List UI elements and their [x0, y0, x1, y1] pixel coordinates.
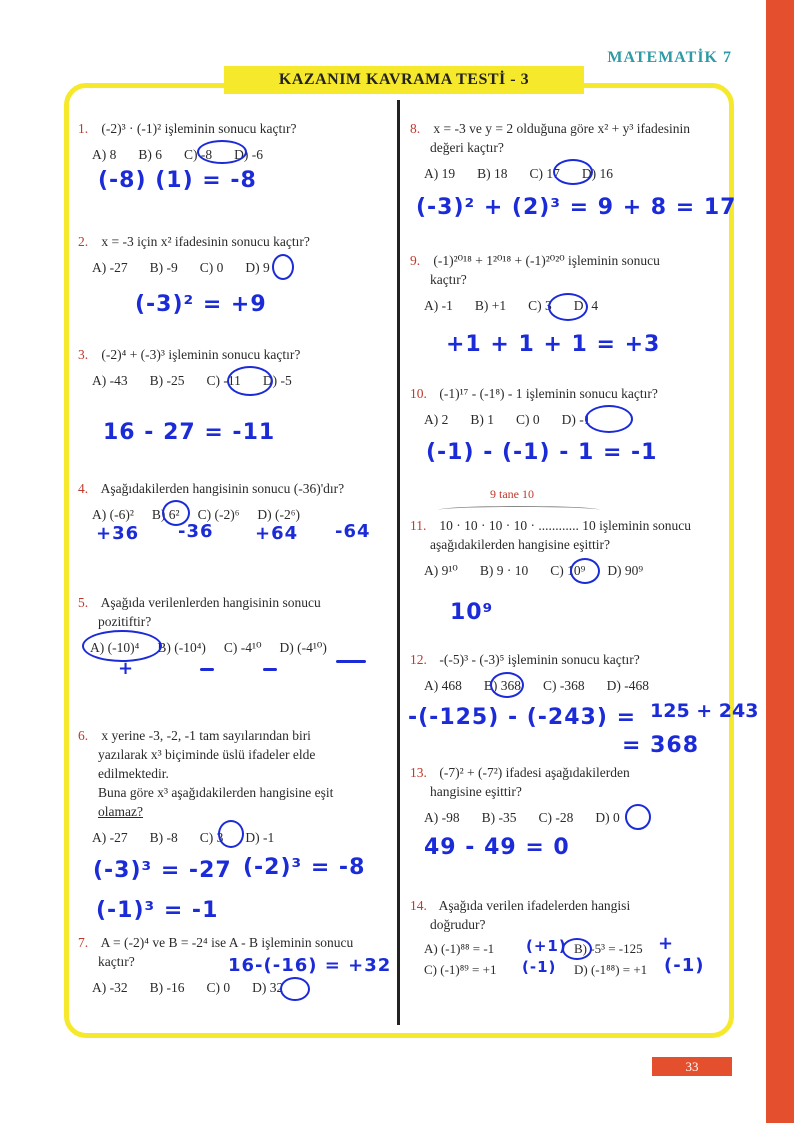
- question-text: x yerine -3, -2, -1 tam sayılarından biri: [101, 728, 311, 743]
- question-text: x = -3 için x² ifadesinin sonucu kaçtır?: [101, 234, 310, 249]
- option-c[interactable]: C) 0: [206, 980, 231, 995]
- option-b[interactable]: B) 6: [138, 147, 162, 162]
- question-text: A = (-2)⁴ ve B = -2⁴ ise A - B işleminin sonucu: [100, 935, 354, 950]
- question-text: -(-5)³ - (-3)⁵ işleminin sonucu kaçtır?: [439, 652, 640, 667]
- question-12: [410, 650, 649, 695]
- option-c[interactable]: C) 3: [528, 298, 552, 313]
- test-title: KAZANIM KAVRAMA TESTİ - 3: [224, 66, 584, 94]
- option-c[interactable]: C) -28: [538, 810, 574, 825]
- question-text-line-2: aşağıdakilerden hangisine eşittir?: [430, 537, 610, 552]
- question-text-line-3: edilmektedir.: [98, 766, 169, 781]
- option-b[interactable]: B) (-10⁴): [157, 640, 206, 655]
- question-text-line-4: Buna göre x³ aşağıdakilerden hangisine eşit: [98, 785, 334, 800]
- option-c[interactable]: C) 10⁹: [550, 563, 586, 578]
- answer-circle-q1: [197, 140, 247, 164]
- option-b[interactable]: B) 6²: [151, 507, 180, 522]
- question-number: 9.: [410, 253, 421, 268]
- question-13: [410, 763, 630, 827]
- option-d[interactable]: D) (-2⁶): [257, 507, 300, 522]
- question-text: Aşağıdakilerden hangisinin sonucu (-36)'dır?: [100, 481, 345, 496]
- option-d[interactable]: D) 16: [581, 166, 613, 181]
- handwritten-q6-c: (-1)³ = -1: [96, 898, 219, 923]
- question-number: 10.: [410, 386, 427, 401]
- question-number: 4.: [78, 481, 89, 496]
- question-number: 6.: [78, 728, 89, 743]
- handwritten-q13: 49 - 49 = 0: [424, 835, 570, 860]
- option-b[interactable]: B) -16: [149, 980, 185, 995]
- question-text-line-2: kaçtır?: [430, 272, 467, 287]
- answer-circle-q14: [562, 938, 592, 960]
- option-d[interactable]: D) -1: [561, 412, 591, 427]
- option-d[interactable]: D) -468: [606, 678, 649, 693]
- question-text: x = -3 ve y = 2 olduğuna göre x² + y³ ifadesinin: [433, 121, 691, 136]
- handwritten-q9: +1 + 1 + 1 = +3: [446, 332, 661, 357]
- handwritten-q7: 16-(-16) = +32: [228, 955, 392, 976]
- handwritten-q12-c: = 368: [622, 733, 700, 758]
- option-a[interactable]: A) (-6)²: [92, 507, 134, 522]
- option-d[interactable]: D) 90⁹: [607, 563, 644, 578]
- question-text: (-1)¹⁷ - (-1⁸) - 1 işleminin sonucu kaçtır?: [439, 386, 658, 401]
- option-c[interactable]: C) (-2)⁶: [197, 507, 240, 522]
- answer-circle-q6: [218, 820, 244, 848]
- brace-label: 9 tane 10: [490, 487, 534, 501]
- column-divider: [397, 100, 400, 1025]
- question-text-line-5: olamaz?: [98, 804, 143, 819]
- option-b[interactable]: B) -25: [149, 373, 185, 388]
- option-a[interactable]: A) 468: [424, 678, 462, 693]
- option-d[interactable]: D) 32: [252, 980, 284, 995]
- handwritten-q2: (-3)² = +9: [135, 292, 267, 317]
- option-d[interactable]: D) -1: [245, 830, 275, 845]
- question-number: 7.: [78, 935, 89, 950]
- option-a[interactable]: A) 19: [424, 166, 456, 181]
- question-number: 3.: [78, 347, 89, 362]
- question-text: (-2)³ · (-1)² işleminin sonucu kaçtır?: [101, 121, 297, 136]
- handwritten-q14-a: (+1): [526, 937, 567, 955]
- question-number: 5.: [78, 595, 89, 610]
- subject-label: MATEMATİK 7: [607, 49, 732, 66]
- option-a[interactable]: A) (-10)⁴: [90, 640, 140, 655]
- handwritten-q14-d: (-1): [664, 955, 705, 976]
- question-11: [410, 516, 691, 580]
- answer-circle-q12: [490, 672, 524, 698]
- handwritten-q14-b: +: [658, 933, 675, 954]
- option-b[interactable]: B) 368: [483, 678, 521, 693]
- question-text: Aşağıda verilenlerden hangisinin sonucu: [100, 595, 321, 610]
- option-b[interactable]: B) 9 · 10: [479, 563, 529, 578]
- option-a[interactable]: A) -1: [424, 298, 453, 313]
- side-stripe: [766, 0, 794, 1123]
- question-number: 2.: [78, 234, 89, 249]
- handwritten-q4-a: +36: [96, 523, 140, 544]
- option-b[interactable]: B) -35: [481, 810, 517, 825]
- handwritten-q4-d: -64: [335, 521, 371, 542]
- answer-circle-q9: [548, 293, 588, 321]
- option-d[interactable]: D) (-1⁸⁸) = +1: [574, 962, 648, 977]
- handwritten-q14-c: (-1): [522, 958, 557, 976]
- handwritten-q1: (-8) (1) = -8: [98, 168, 257, 193]
- question-text-line-2: hangisine eşittir?: [430, 784, 522, 799]
- handwritten-q4-b: -36: [178, 521, 214, 542]
- handwritten-q11: 10⁹: [450, 600, 494, 625]
- option-b[interactable]: B) 1: [470, 412, 494, 427]
- question-text: Aşağıda verilen ifadelerden hangisi: [438, 898, 631, 913]
- question-number: 8.: [410, 121, 421, 136]
- handwritten-q8: (-3)² + (2)³ = 9 + 8 = 17: [416, 195, 737, 220]
- handwritten-q12-a: -(-125) - (-243) =: [408, 705, 636, 730]
- option-c[interactable]: C) -368: [543, 678, 585, 693]
- option-b[interactable]: B) 18: [477, 166, 508, 181]
- question-text: (-7)² + (-7²) ifadesi aşağıdakilerden: [439, 765, 630, 780]
- option-b[interactable]: B) -9: [149, 260, 178, 275]
- question-text: 10 · 10 · 10 · 10 · ............ 10 işleminin sonucu: [439, 518, 691, 533]
- option-c[interactable]: C) 0: [516, 412, 540, 427]
- option-b[interactable]: B) -8: [149, 830, 178, 845]
- option-b[interactable]: B) -5³ = -125: [574, 941, 643, 956]
- answer-circle-q2: [272, 254, 294, 280]
- question-text: (-2)⁴ + (-3)³ işleminin sonucu kaçtır?: [101, 347, 301, 362]
- option-c[interactable]: C) 0: [199, 260, 224, 275]
- option-a[interactable]: A) 2: [424, 412, 449, 427]
- handwritten-q10: (-1) - (-1) - 1 = -1: [426, 440, 658, 465]
- underline-q5-c: [263, 668, 277, 671]
- option-a[interactable]: A) -32: [92, 980, 128, 995]
- handwritten-q12-b: 125 + 243: [650, 700, 759, 722]
- answer-circle-q8: [553, 159, 593, 185]
- option-c[interactable]: C) 3: [199, 830, 224, 845]
- underline-q5-b: [200, 668, 214, 671]
- answer-circle-q3: [227, 366, 273, 396]
- option-d[interactable]: D) 9: [245, 260, 270, 275]
- option-c[interactable]: C) -4¹⁰: [223, 640, 262, 655]
- option-c[interactable]: C) -8: [184, 147, 213, 162]
- option-a[interactable]: A) -43: [92, 373, 128, 388]
- option-b[interactable]: B) +1: [474, 298, 507, 313]
- question-number: 14.: [410, 898, 427, 913]
- question-number: 12.: [410, 652, 427, 667]
- option-d[interactable]: D) (-4¹⁰): [279, 640, 327, 655]
- question-text-line-2: yazılarak x³ biçiminde üslü ifadeler elde: [98, 747, 316, 762]
- question-text-line-2: pozitiftir?: [98, 614, 152, 629]
- handwritten-q4-c: +64: [255, 523, 299, 544]
- option-d[interactable]: D) -5: [262, 373, 292, 388]
- question-number: 11.: [410, 518, 427, 533]
- question-9: [410, 251, 660, 315]
- option-a[interactable]: A) (-1)⁸⁸ = -1: [424, 941, 495, 956]
- handwritten-q6-b: (-2)³ = -8: [243, 855, 366, 880]
- question-text-line-2: kaçtır?: [98, 954, 135, 969]
- brace-line: [438, 506, 600, 514]
- answer-circle-q11: [570, 558, 600, 584]
- question-number: 1.: [78, 121, 89, 136]
- answer-circle-q7: [280, 977, 310, 1001]
- question-text-line-2: doğrudur?: [430, 917, 486, 932]
- handwritten-q3: 16 - 27 = -11: [103, 420, 276, 445]
- option-a[interactable]: A) -27: [92, 830, 128, 845]
- handwritten-q5-plus: +: [118, 658, 135, 679]
- option-a[interactable]: A) 9¹⁰: [424, 563, 458, 578]
- answer-circle-q13: [625, 804, 651, 830]
- option-c[interactable]: C) -11: [206, 373, 241, 388]
- option-c[interactable]: C) 17: [529, 166, 560, 181]
- option-d[interactable]: D) -6: [234, 147, 263, 162]
- question-number: 13.: [410, 765, 427, 780]
- option-a[interactable]: A) -27: [92, 260, 128, 275]
- question-8: [410, 119, 690, 183]
- question-text: (-1)²⁰¹⁸ + 1²⁰¹⁸ + (-1)²⁰²⁰ işleminin sonucu: [433, 253, 660, 268]
- option-d[interactable]: D) 4: [573, 298, 599, 313]
- question-text-line-2: değeri kaçtır?: [430, 140, 504, 155]
- option-a[interactable]: A) -98: [424, 810, 460, 825]
- underline-q5-d: [336, 660, 366, 663]
- option-a[interactable]: A) 8: [92, 147, 117, 162]
- option-d[interactable]: D) 0: [595, 810, 620, 825]
- page-number: 33: [652, 1057, 732, 1076]
- question-4: [78, 479, 344, 524]
- answer-circle-q10: [585, 405, 633, 433]
- question-6: [78, 726, 333, 847]
- option-c[interactable]: C) (-1)⁸⁹ = +1: [424, 962, 497, 977]
- handwritten-q6-a: (-3)³ = -27: [93, 858, 232, 883]
- question-1: [78, 119, 297, 164]
